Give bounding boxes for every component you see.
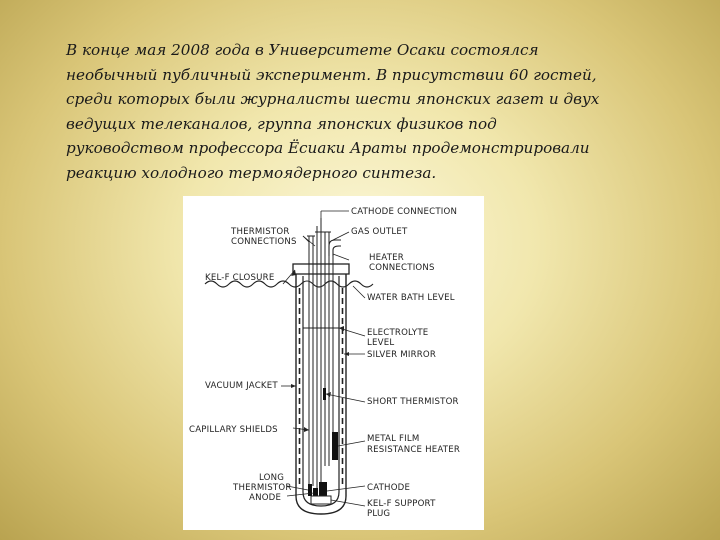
label-thermistor-conn-2: CONNECTIONS [231,237,297,247]
label-heater-connections-1: HEATER [369,253,404,263]
label-silver-mirror: SILVER MIRROR [367,350,437,360]
short-thermistor [323,388,326,400]
label-kelf-support-1: KEL-F SUPPORT [367,499,436,509]
label-long-thermistor-2: THERMISTOR [233,483,292,493]
label-kelf-support-2: PLUG [367,509,391,519]
anode [313,488,318,496]
label-thermistor-conn-1: THERMISTOR [231,227,290,237]
label-electrolyte-1: ELECTROLYTE [367,328,429,338]
label-heater-connections-2: CONNECTIONS [369,263,435,273]
slide-paragraph [66,38,666,185]
label-cathode-connection: CATHODE CONNECTION [351,207,458,217]
diagram-svg [183,196,484,530]
label-long-thermistor-1: LONG [259,473,285,483]
label-cathode: CATHODE [367,483,411,493]
long-thermistor [308,484,312,496]
paragraph-line: необычный публичный эксперимент. В присутствии 60 гостей, [66,65,597,84]
paragraph-line: В конце мая 2008 года в Университете Осаки состоялся [66,41,539,59]
label-electrolyte-2: LEVEL [367,338,395,348]
paragraph-line: руководством профессора Ёсиаки Араты продемонстрировали [66,139,590,157]
label-metal-film-1: METAL FILM [367,434,420,444]
label-vacuum-jacket: VACUUM JACKET [205,381,278,391]
paragraph-line: реакцию холодного термоядерного синтеза. [66,163,437,182]
paragraph-line: ведущих телеканалов, группа японских физиков под [66,114,497,133]
label-capillary-shields: CAPILLARY SHIELDS [189,425,278,435]
label-anode: ANODE [249,493,282,503]
calorimeter-cell-diagram [183,196,484,530]
label-kelf-closure: KEL-F CLOSURE [205,273,275,283]
kelf-support-plug [311,496,331,504]
label-gas-outlet: GAS OUTLET [351,227,408,237]
paragraph-line: среди которых были журналисты шести японских газет и двух [66,90,600,108]
label-short-thermistor: SHORT THERMISTOR [367,397,459,407]
label-water-bath-level: WATER BATH LEVEL [367,293,455,303]
label-metal-film-2: RESISTANCE HEATER [367,445,461,455]
metal-film-heater [332,432,338,460]
